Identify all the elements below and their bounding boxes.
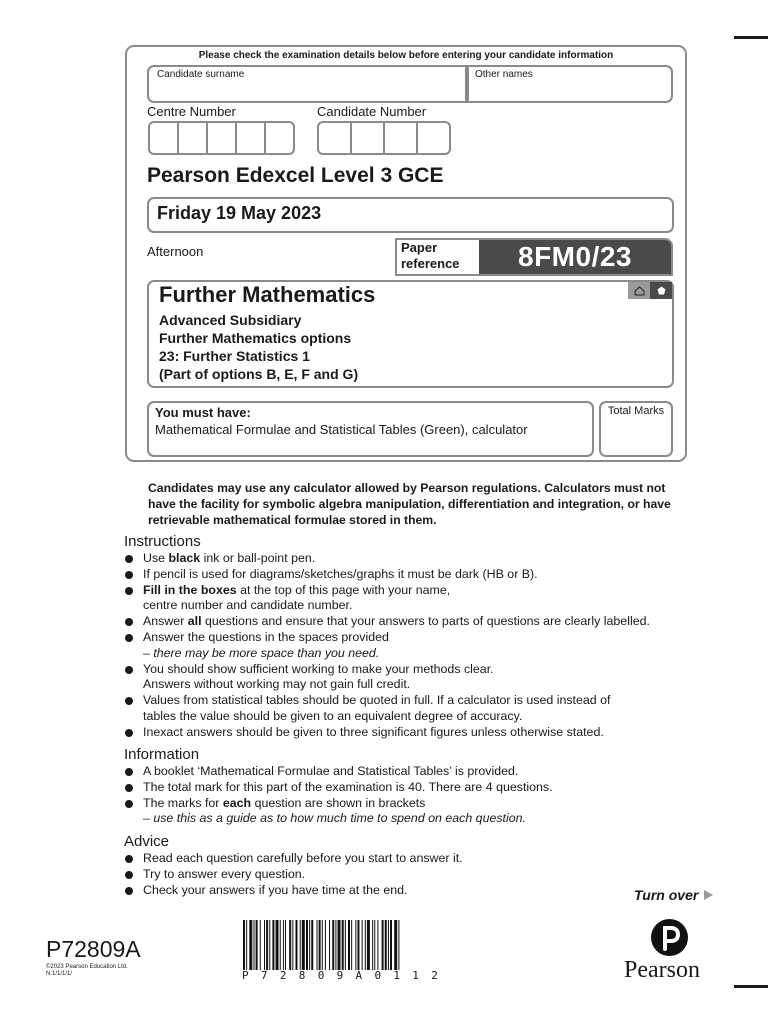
candidate-surname-field[interactable] xyxy=(147,65,469,103)
barcode-bar xyxy=(357,920,359,970)
list-item-text: The marks for xyxy=(143,795,223,810)
list-item-text: Fill in the boxes xyxy=(143,582,237,597)
barcode-bar xyxy=(243,920,245,970)
barcode-bar xyxy=(317,920,318,970)
barcode-bar xyxy=(338,920,341,970)
barcode-bar xyxy=(280,920,281,970)
exam-date-box xyxy=(147,197,674,233)
barcode-bar xyxy=(367,920,370,970)
candidate-number-cell[interactable] xyxy=(350,121,385,155)
advice-heading: Advice xyxy=(124,833,170,850)
barcode-bar xyxy=(300,920,301,970)
paper-icons xyxy=(628,282,672,299)
barcode-bar xyxy=(254,920,255,970)
subject-details xyxy=(159,311,358,383)
subject-line: 23: Further Statistics 1 xyxy=(159,348,310,364)
bullet-icon xyxy=(125,618,133,626)
bullet-icon xyxy=(125,768,133,776)
list-item-note: – use this as a guide as to how much time to spend on each question. xyxy=(143,811,526,826)
list-item-text: at the top of this page with your name, xyxy=(236,582,451,597)
triangle-right-icon xyxy=(704,890,713,900)
barcode-bar xyxy=(394,920,397,970)
barcode-bar xyxy=(365,920,366,970)
required-materials-box xyxy=(147,401,594,457)
barcode-bar xyxy=(311,920,313,970)
information-section xyxy=(124,746,724,827)
session-label: Afternoon xyxy=(147,244,204,259)
pearson-logo-icon xyxy=(651,919,688,956)
instructions-list xyxy=(124,551,724,741)
required-materials-text: Mathematical Formulae and Statistical Tables (Green), calculator xyxy=(155,422,528,437)
barcode-bar xyxy=(372,920,373,970)
list-item xyxy=(124,867,724,883)
list-item-text: Check your answers if you have time at the end. xyxy=(143,882,408,897)
barcode-bar xyxy=(332,920,334,970)
barcode-bar xyxy=(302,920,305,970)
information-heading: Information xyxy=(124,746,200,763)
barcode-bar xyxy=(309,920,310,970)
header-notice: Please check the examination details below before entering your candidate information xyxy=(198,50,614,61)
barcode-bar xyxy=(256,920,258,970)
barcode-bar xyxy=(285,920,286,970)
barcode-bar xyxy=(374,920,375,970)
subject-line: Advanced Subsidiary xyxy=(159,312,302,328)
centre-number-label: Centre Number xyxy=(147,104,236,119)
barcode-bar xyxy=(329,920,330,970)
list-item-continuation: tables the value should be given to an equivalent degree of accuracy. xyxy=(143,708,523,723)
list-item xyxy=(124,796,724,828)
bullet-icon xyxy=(125,784,133,792)
barcode-bar xyxy=(306,920,308,970)
list-item-text: ink or ball-point pen. xyxy=(200,551,316,565)
list-item xyxy=(124,567,724,583)
candidate-details-panel xyxy=(125,45,687,462)
barcode-bar xyxy=(269,920,270,970)
list-item-text: Read each question carefully before you start to answer it. xyxy=(143,851,463,865)
barcode-bar xyxy=(335,920,336,970)
list-item xyxy=(124,725,724,741)
list-item-text: Values from statistical tables should be quoted in full. If a calculator is used instead of xyxy=(143,693,611,708)
list-item-text: Answer xyxy=(143,614,188,629)
turn-over-label: Turn over xyxy=(634,887,699,903)
exam-date: Friday 19 May 2023 xyxy=(157,203,322,223)
barcode-bar xyxy=(348,920,350,970)
barcode-bar xyxy=(385,920,387,970)
list-item-text: The total mark for this part of the examination is 40. There are 4 questions. xyxy=(143,779,553,794)
pearson-brand-name: Pearson xyxy=(624,957,700,983)
bullet-icon xyxy=(125,871,133,879)
bullet-icon xyxy=(125,587,133,595)
barcode-text: P72809A0112 xyxy=(242,969,451,982)
list-item-text: Answer the questions in the spaces provided xyxy=(143,629,389,644)
bullet-icon xyxy=(125,800,133,808)
candidate-number-cell[interactable] xyxy=(383,121,418,155)
list-item xyxy=(124,551,724,567)
barcode-bar xyxy=(390,920,392,970)
barcode-bar xyxy=(296,920,298,970)
barcode-bar xyxy=(292,920,293,970)
bullet-icon xyxy=(125,855,133,863)
bullet-icon xyxy=(125,697,133,705)
total-marks-label: Total Marks xyxy=(607,405,665,417)
registration-mark-bottom xyxy=(734,985,768,988)
candidate-number-label: Candidate Number xyxy=(317,104,427,119)
other-names-label: Other names xyxy=(475,69,533,80)
bullet-icon xyxy=(125,571,133,579)
list-item-text: Use xyxy=(143,551,169,565)
barcode-bar xyxy=(260,920,261,970)
bullet-icon xyxy=(125,634,133,642)
barcode-bar xyxy=(283,920,284,970)
list-item xyxy=(124,583,724,615)
barcode-bar xyxy=(272,920,274,970)
pentagon-filled-icon xyxy=(650,282,672,299)
required-materials-title: You must have: xyxy=(155,405,251,420)
barcode-bar xyxy=(246,920,247,970)
barcode-bar xyxy=(382,920,384,970)
registration-mark-top xyxy=(734,36,768,39)
barcode-bar xyxy=(351,920,352,970)
bullet-icon xyxy=(125,666,133,674)
bullet-icon xyxy=(125,887,133,895)
bullet-icon xyxy=(125,729,133,737)
list-item-text: A booklet ‘Mathematical Formulae and Statistical Tables’ is provided. xyxy=(143,764,519,778)
list-item-text: questions and ensure that your answers to parts of questions are clearly labelled. xyxy=(201,614,650,629)
calculator-note: Candidates may use any calculator allowed by Pearson regulations. Calculators must not have the facility for symbolic algebra manipulation, differentiation and integration, or have retrievable mathematical formulae stored in them. xyxy=(148,481,671,527)
subject-title: Further Mathematics xyxy=(159,282,376,307)
list-item-text: If pencil is used for diagrams/sketches/graphs it must be dark (HB or B). xyxy=(143,566,538,581)
barcode-bar xyxy=(266,920,268,970)
barcode-bar xyxy=(249,920,252,970)
candidate-number-boxes[interactable] xyxy=(317,121,449,155)
centre-number-cell[interactable] xyxy=(235,121,266,155)
list-item xyxy=(124,764,724,780)
list-item xyxy=(124,693,724,725)
bullet-icon xyxy=(125,555,133,563)
list-item xyxy=(124,851,724,867)
copyright xyxy=(46,964,128,978)
subject-line: (Part of options B, E, F and G) xyxy=(159,366,359,382)
barcode xyxy=(242,920,494,970)
barcode-bar xyxy=(322,920,323,970)
paper-reference-box xyxy=(395,238,673,276)
list-item-text: question are shown in brackets xyxy=(251,795,426,810)
barcode-bar xyxy=(342,920,344,970)
paper-code: P72809A xyxy=(46,936,141,962)
instructions-section xyxy=(124,533,724,741)
barcode-bar xyxy=(362,920,363,970)
candidate-surname-label: Candidate surname xyxy=(157,69,245,80)
list-item-continuation: Answers without working may not gain full credit. xyxy=(143,677,411,692)
barcode-bar xyxy=(276,920,279,970)
subject-line: Further Mathematics options xyxy=(159,330,352,346)
centre-number-cell[interactable] xyxy=(264,121,295,155)
total-marks-box[interactable] xyxy=(599,401,673,457)
qualification-title: Pearson Edexcel Level 3 GCE xyxy=(147,164,444,187)
barcode-bar xyxy=(398,920,399,970)
barcode-bar xyxy=(388,920,389,970)
information-list xyxy=(124,764,724,827)
copyright-line: N:1/1/1/1/ xyxy=(46,971,73,977)
candidate-number-cell[interactable] xyxy=(416,121,451,155)
barcode-bar xyxy=(377,920,378,970)
paper-reference-code: 8FM0/23 xyxy=(479,240,671,274)
paper-reference-label: Paper reference xyxy=(401,240,460,271)
list-item xyxy=(124,780,724,796)
list-item-text: black xyxy=(168,551,201,565)
list-item xyxy=(124,630,724,662)
list-item xyxy=(124,662,724,694)
list-item-text: all xyxy=(187,614,202,629)
barcode-bar xyxy=(319,920,321,970)
candidate-number-cell[interactable] xyxy=(317,121,352,155)
instructions-heading: Instructions xyxy=(124,533,201,550)
subject-box xyxy=(147,280,674,388)
other-names-field[interactable] xyxy=(465,65,673,103)
list-item-text: each xyxy=(222,795,252,810)
barcode-bar xyxy=(264,920,265,970)
list-item-text: Try to answer every question. xyxy=(143,866,306,881)
list-item-continuation: centre number and candidate number. xyxy=(143,598,353,613)
list-item-note: – there may be more space than you need. xyxy=(143,645,380,660)
list-item xyxy=(124,614,724,630)
barcode-bar xyxy=(355,920,356,970)
centre-number-boxes[interactable] xyxy=(148,121,293,155)
centre-number-cell[interactable] xyxy=(148,121,179,155)
barcode-bar xyxy=(325,920,326,970)
list-item-text: Inexact answers should be given to three significant figures unless otherwise stated. xyxy=(143,724,604,739)
centre-number-cell[interactable] xyxy=(177,121,208,155)
copyright-line: ©2023 Pearson Education Ltd. xyxy=(46,964,128,970)
list-item-text: You should show sufficient working to make your methods clear. xyxy=(143,661,494,676)
barcode-bar xyxy=(345,920,346,970)
centre-number-cell[interactable] xyxy=(206,121,237,155)
house-outline-icon xyxy=(628,282,650,299)
barcode-bar xyxy=(289,920,291,970)
